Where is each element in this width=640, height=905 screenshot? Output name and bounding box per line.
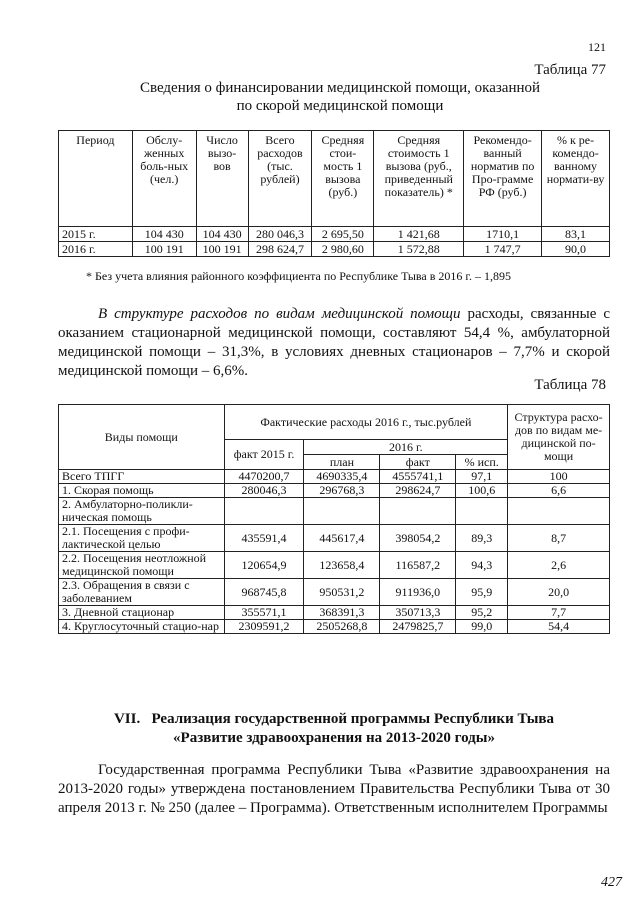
header-pct: % исп. bbox=[456, 455, 508, 470]
table-cell: 2.3. Обращения в связи с заболеванием bbox=[59, 579, 225, 606]
table-78 bbox=[58, 404, 610, 634]
table-cell: 3. Дневной стационар bbox=[59, 606, 225, 620]
table-cell: 2505268,8 bbox=[304, 620, 380, 634]
table-77-header-cell: Всего расходов (тыс. рублей) bbox=[248, 131, 312, 227]
table-77-header-cell: Число вызо-вов bbox=[196, 131, 248, 227]
table-cell: 435591,4 bbox=[224, 525, 304, 552]
table-cell: 1 421,68 bbox=[374, 227, 464, 242]
header-fact-2015: факт 2015 г. bbox=[224, 440, 304, 470]
table-cell: 89,3 bbox=[456, 525, 508, 552]
table-77-title bbox=[60, 79, 620, 115]
page-number: 121 bbox=[588, 40, 606, 54]
table-77-title-line1: Сведения о финансировании медицинской помощи, оказанной bbox=[139, 80, 541, 96]
table-row bbox=[59, 498, 610, 525]
section-heading-line1: VII. Реализация государственной программы Республики Тыва bbox=[113, 711, 555, 727]
table-cell: 100 191 bbox=[196, 242, 248, 257]
table-cell: 2.1. Посещения с профи-лактической целью bbox=[59, 525, 225, 552]
table-cell: 8,7 bbox=[508, 525, 610, 552]
table-cell: 298624,7 bbox=[380, 484, 456, 498]
table-cell: 398054,2 bbox=[380, 525, 456, 552]
table-cell: 2 695,50 bbox=[312, 227, 374, 242]
table-cell: 95,2 bbox=[456, 606, 508, 620]
table-cell: 4555741,1 bbox=[380, 470, 456, 484]
table-77-title-line2: по скорой медицинской помощи bbox=[236, 98, 444, 114]
table-row bbox=[59, 579, 610, 606]
section-heading-line2: «Развитие здравоохранения на 2013-2020 годы» bbox=[173, 730, 495, 746]
table-row bbox=[59, 620, 610, 634]
table-cell: 6,6 bbox=[508, 484, 610, 498]
table-cell: 123658,4 bbox=[304, 552, 380, 579]
table-cell: 280046,3 bbox=[224, 484, 304, 498]
header-fact: факт bbox=[380, 455, 456, 470]
table-cell: 368391,3 bbox=[304, 606, 380, 620]
table-cell: 7,7 bbox=[508, 606, 610, 620]
table-cell: 2. Амбулаторно-поликли-ническая помощь bbox=[59, 498, 225, 525]
table-cell bbox=[508, 498, 610, 525]
table-cell: 1 747,7 bbox=[464, 242, 542, 257]
paragraph-expense-structure bbox=[58, 305, 610, 381]
table-row bbox=[59, 242, 610, 257]
table-cell: 950531,2 bbox=[304, 579, 380, 606]
table-cell: 54,4 bbox=[508, 620, 610, 634]
header-types-of-care: Виды помощи bbox=[59, 405, 225, 470]
section-heading bbox=[58, 710, 610, 748]
table-cell: 1 572,88 bbox=[374, 242, 464, 257]
table-cell: 2479825,7 bbox=[380, 620, 456, 634]
table-cell: 445617,4 bbox=[304, 525, 380, 552]
table-cell: 4. Круглосуточный стацио-нар bbox=[59, 620, 225, 634]
table-cell: 95,9 bbox=[456, 579, 508, 606]
table-row bbox=[59, 227, 610, 242]
table-row bbox=[59, 606, 610, 620]
paragraph-program: Государственная программа Республики Тыва «Развитие здравоохранения на 2013-2020 годы» утверждена постановлением Правительства Республики Тыва от 30 апреля 2013 г. № 250 (далее – Программа). Ответственным исполнителем Программы bbox=[58, 762, 610, 816]
header-plan: план bbox=[304, 455, 380, 470]
table-cell: 1710,1 bbox=[464, 227, 542, 242]
corner-handwritten-mark: 427 bbox=[601, 875, 622, 890]
table-cell: Всего ТПГГ bbox=[59, 470, 225, 484]
table-cell bbox=[224, 498, 304, 525]
paragraph-italic-lead: В структуре расходов по видам медицинской помощи bbox=[98, 306, 461, 322]
table-cell: 104 430 bbox=[196, 227, 248, 242]
table-cell: 2.2. Посещения неотложной медицинской помощи bbox=[59, 552, 225, 579]
table-cell: 4470200,7 bbox=[224, 470, 304, 484]
table-cell: 20,0 bbox=[508, 579, 610, 606]
table-77-header-cell: Рекомендо-ванный норматив по Про-грамме РФ (руб.) bbox=[464, 131, 542, 227]
table-77-header-cell: % к ре-комендо-ванному нормати-ву bbox=[542, 131, 610, 227]
table-cell: 120654,9 bbox=[224, 552, 304, 579]
table-cell bbox=[380, 498, 456, 525]
table-cell: 2 980,60 bbox=[312, 242, 374, 257]
table-cell: 104 430 bbox=[132, 227, 196, 242]
table-77-header-cell: Обслу-женных боль-ных (чел.) bbox=[132, 131, 196, 227]
table-cell: 99,0 bbox=[456, 620, 508, 634]
table-cell: 116587,2 bbox=[380, 552, 456, 579]
table-cell: 2309591,2 bbox=[224, 620, 304, 634]
table-row bbox=[59, 470, 610, 484]
table-cell: 296768,3 bbox=[304, 484, 380, 498]
table-cell: 97,1 bbox=[456, 470, 508, 484]
table-cell: 100,6 bbox=[456, 484, 508, 498]
table-77-header-cell: Период bbox=[59, 131, 133, 227]
table-cell: 4690335,4 bbox=[304, 470, 380, 484]
table-77-header-row bbox=[59, 131, 610, 227]
table-row bbox=[59, 525, 610, 552]
table-77-header-cell: Средняя стои-мость 1 вызова (руб.) bbox=[312, 131, 374, 227]
table-cell: 280 046,3 bbox=[248, 227, 312, 242]
table-77-header-cell: Средняя стоимость 1 вызова (руб., приведенный показатель) * bbox=[374, 131, 464, 227]
table-row bbox=[59, 552, 610, 579]
table-cell: 90,0 bbox=[542, 242, 610, 257]
table-cell bbox=[304, 498, 380, 525]
table-cell: 350713,3 bbox=[380, 606, 456, 620]
table-cell: 355571,1 bbox=[224, 606, 304, 620]
table-cell: 94,3 bbox=[456, 552, 508, 579]
table-77-footnote: * Без учета влияния районного коэффициента по Республике Тыва в 2016 г. – 1,895 bbox=[86, 269, 511, 283]
header-structure: Структура расхо-дов по видам ме-дицинской по-мощи bbox=[508, 405, 610, 470]
table-cell: 100 bbox=[508, 470, 610, 484]
table-cell bbox=[456, 498, 508, 525]
table-78-caption: Таблица 78 bbox=[534, 377, 606, 393]
table-cell: 2015 г. bbox=[59, 227, 133, 242]
table-cell: 911936,0 bbox=[380, 579, 456, 606]
table-cell: 2016 г. bbox=[59, 242, 133, 257]
paragraph-body: расходы, связанные с оказанием стационарной медицинской помощи, составляют 54,4 %, амбулаторной медицинской помощи – 31,3%, в условиях дневных стационаров – 7,7% и скорой медицинской помощи – 6,6%. bbox=[58, 306, 610, 379]
table-row bbox=[59, 484, 610, 498]
table-cell: 968745,8 bbox=[224, 579, 304, 606]
table-cell: 1. Скорая помощь bbox=[59, 484, 225, 498]
table-cell: 2,6 bbox=[508, 552, 610, 579]
table-78-header-row bbox=[59, 405, 610, 440]
table-77-caption: Таблица 77 bbox=[534, 62, 606, 78]
table-cell: 298 624,7 bbox=[248, 242, 312, 257]
header-2016: 2016 г. bbox=[304, 440, 508, 455]
header-actual-expenses: Фактические расходы 2016 г., тыс.рублей bbox=[224, 405, 508, 440]
table-cell: 100 191 bbox=[132, 242, 196, 257]
table-77 bbox=[58, 130, 610, 257]
table-cell: 83,1 bbox=[542, 227, 610, 242]
